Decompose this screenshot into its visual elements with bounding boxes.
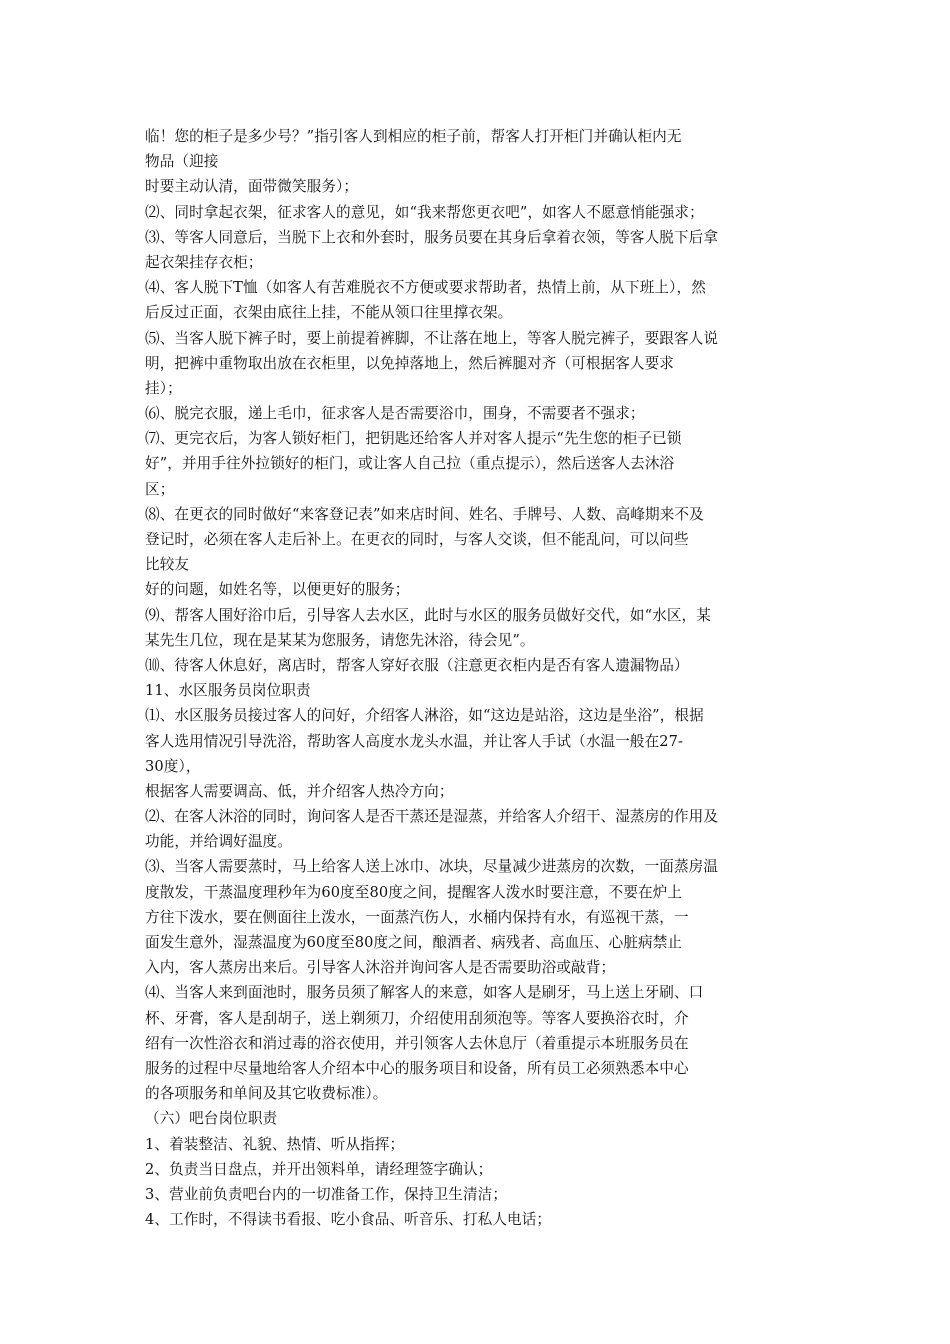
- text-line: 时要主动认清，面带微笑服务）；: [145, 178, 359, 196]
- text-line: 比较友: [145, 556, 190, 574]
- text-line: 临！您的柜子是多少号？”指引客人到相应的柜子前，帮客人打开柜门并确认柜内无: [145, 128, 682, 145]
- text-line: 物品（迎接: [145, 153, 219, 171]
- text-line: ⑹、脱完衣服，递上毛巾，征求客人是否需要浴巾，围身，不需要者不强求；: [145, 405, 645, 423]
- text-line: 根据客人需要调高、低，并介绍客人热冷方向；: [145, 782, 454, 800]
- text-line: 3、营业前负责吧台内的一切准备工作，保持卫生清洁；: [145, 1185, 508, 1203]
- text-line: ⑷、客人脱下T恤（如客人有苦难脱衣不方便或要求帮助者，热情上前，从下班上），然: [145, 279, 706, 297]
- text-line: 好的问题，如姓名等，以便更好的服务；: [145, 581, 410, 599]
- text-line: ⑸、当客人脱下裤子时，要上前提着裤脚，不让落在地上，等客人脱完裤子，要跟客人说: [145, 329, 719, 347]
- text-line: ⑼、帮客人围好浴巾后，引导客人去水区，此时与水区的服务员做好交代，如“水区，某: [145, 606, 711, 624]
- text-line: 登记时，必须在客人走后补上。在更衣的同时，与客人交谈，但不能乱问，可以问些: [145, 531, 689, 548]
- text-line: （六）吧台岗位职责: [145, 1110, 278, 1128]
- text-line: 杯、牙膏，客人是刮胡子，送上剃须刀，介绍使用刮须泡等。等客人要换浴衣时，介: [145, 1009, 689, 1027]
- text-line: 后反过正面，衣架由底往上挂，不能从领口往里撑衣架。: [145, 304, 513, 322]
- text-line: 1、着装整洁、礼貌、热情、听从指挥；: [145, 1135, 405, 1153]
- text-line: 功能，并给调好温度。: [145, 833, 292, 851]
- text-line: ⑶、当客人需要蒸时，马上给客人送上冰巾、冰块，尽量减少进蒸房的次数，一面蒸房温: [145, 858, 719, 876]
- text-line: 30度），: [145, 757, 201, 775]
- text-line: 4、工作时，不得读书看报、吃小食品、听音乐、打私人电话；: [145, 1211, 552, 1229]
- text-line: 挂）；: [145, 379, 182, 397]
- text-line: 面发生意外，湿蒸温度为60度至80度之间，酿酒者、病残者、高血压、心脏病禁止: [145, 934, 683, 951]
- text-line: ⑺、更完衣后，为客人锁好柜门，把钥匙还给客人并对客人提示“先生您的柜子已锁: [145, 430, 682, 448]
- text-line: 的各项服务和单间及其它收费标准）。: [145, 1085, 388, 1103]
- text-line: 客人选用情况引导洗浴，帮助客人高度水龙头水温，并让客人手试（水温一般在27-: [145, 732, 684, 750]
- text-line: ⑵、在客人沐浴的同时，询问客人是否干蒸还是湿蒸，并给客人介绍干、湿蒸房的作用及: [145, 808, 719, 826]
- text-line: 明，把裤中重物取出放在衣柜里，以免掉落地上，然后裤腿对齐（可根据客人要求: [145, 354, 674, 372]
- text-line: 11、水区服务员岗位职责: [145, 682, 311, 700]
- text-line: 某先生几位，现在是某某为您服务，请您先沐浴，待会见”。: [145, 631, 535, 649]
- text-line: ⑴、水区服务员接过客人的问好，介绍客人淋浴，如“这边是站浴，这边是坐浴”，根据: [145, 707, 704, 725]
- text-line: 方往下泼水，要在侧面往上泼水，一面蒸汽伤人，水桶内保持有水，有巡视干蒸，一: [145, 908, 689, 926]
- text-line: 区；: [145, 480, 175, 498]
- text-line: 起衣架挂存衣柜；: [145, 253, 263, 271]
- text-line: ⑽、待客人休息好，离店时，帮客人穿好衣服（注意更衣柜内是否有客人遗漏物品）: [145, 656, 689, 674]
- text-line: 服务的过程中尽量地给客人介绍本中心的服务项目和设备，所有员工必须熟悉本中心: [145, 1059, 689, 1077]
- text-line: 度散发，干蒸温度理秒年为60度至80度之间，提醒客人泼水时要注意，不要在炉上: [145, 883, 683, 901]
- text-line: ⑵、同时拿起衣架，征求客人的意见，如“我来帮您更衣吧”，如客人不愿意悄能强求；: [145, 203, 704, 221]
- text-line: 2、负责当日盘点，并开出领料单，请经理签字确认；: [145, 1160, 493, 1178]
- text-line: 绍有一次性浴衣和消过毒的浴衣使用，并引领客人去休息厅（着重提示本班服务员在: [145, 1034, 689, 1052]
- text-line: 入内，客人蒸房出来后。引导客人沐浴并询问客人是否需要助浴或敲背；: [145, 959, 616, 977]
- text-line: 好”，并用手往外拉锁好的柜门，或让客人自己拉（重点提示），然后送客人去沐浴: [145, 455, 675, 473]
- text-line: ⑶、等客人同意后，当脱下上衣和外套时，服务员要在其身后拿着衣领，等客人脱下后拿: [145, 228, 719, 246]
- text-line: ⑷、当客人来到面池时，服务员须了解客人的来意，如客人是刷牙，马上送上牙刷、口: [145, 984, 704, 1002]
- document-body: [145, 124, 805, 1232]
- text-line: ⑻、在更衣的同时做好“来客登记表”如来店时间、姓名、手牌号、人数、高峰期来不及: [145, 505, 704, 523]
